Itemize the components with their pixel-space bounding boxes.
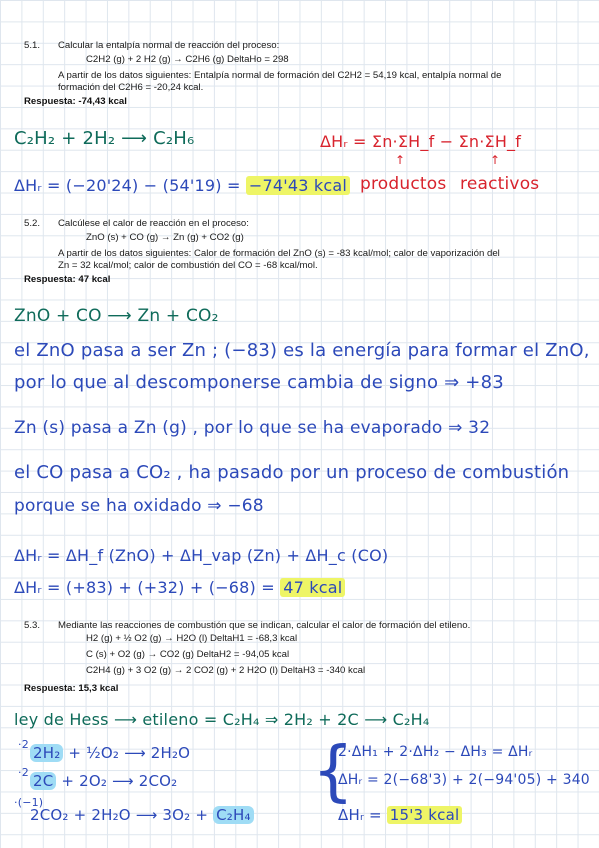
handwritten-reaction: ZnO + CO ⟶ Zn + CO₂ (14, 306, 219, 326)
handwritten-reaction: C₂H₂ + 2H₂ ⟶ C₂H₆ (14, 128, 195, 149)
handwritten-row (30, 806, 254, 824)
combustion-equation: C (s) + O2 (g) → CO2 (g) DeltaH2 = -94,05 kcal (86, 649, 290, 660)
handwritten-calc (14, 176, 350, 195)
multiplier-label: ·(−1) (14, 796, 44, 809)
highlighted-result: 47 kcal (280, 578, 345, 597)
highlighted-term: C₂H₄ (213, 806, 254, 824)
calc-expression: ΔHᵣ = (−20'24) − (54'19) = (14, 176, 241, 195)
reaction-equation: C2H2 (g) + 2 H2 (g) → C2H6 (g) DeltaHo = 298 (86, 54, 289, 65)
arrow-up-icon: ↑ (490, 153, 501, 167)
combustion-equation: C2H4 (g) + 3 O2 (g) → 2 CO2 (g) + 2 H2O (l) DeltaH3 = -340 kcal (86, 665, 366, 676)
given-data-cont: formación del C2H6 = -20,24 kcal. (58, 82, 204, 93)
highlighted-term: 2C (30, 772, 56, 790)
multiplier-label: ·2 (18, 738, 29, 751)
problem-statement: Calcular la entalpía normal de reacción del proceso: (58, 40, 280, 51)
answer-label: Respuesta: 15,3 kcal (24, 683, 119, 694)
highlighted-term: 2H₂ (30, 744, 63, 762)
handwritten-hess: ley de Hess ⟶ etileno = C₂H₄ ⇒ 2H₂ + 2C ⟶ C₂H₄ (14, 710, 430, 729)
problem-number: 5.3. (24, 620, 41, 631)
given-data: A partir de los datos siguientes: Calor de formación del ZnO (s) = -83 kcal/mol; calor de vaporización del (58, 248, 500, 259)
handwritten-line: Zn (s) pasa a Zn (g) , por lo que se ha evaporado ⇒ 32 (14, 418, 491, 438)
handwritten-line: el CO pasa a CO₂ , ha pasado por un proceso de combustión (14, 462, 570, 483)
handwritten-line: el ZnO pasa a ser Zn ; (−83) es la energía para formar el ZnO, (14, 340, 590, 361)
given-data: A partir de los datos siguientes: Entalpía normal de formación del C2H2 = 54,19 kcal, entalpía normal de (58, 70, 502, 81)
highlighted-result: −74'43 kcal (246, 176, 350, 195)
answer-label: Respuesta: -74,43 kcal (24, 96, 127, 107)
problem-number: 5.2. (24, 218, 41, 229)
label-reactants: reactivos (460, 174, 540, 194)
answer-label: Respuesta: 47 kcal (24, 274, 111, 285)
handwritten-row (30, 772, 177, 790)
handwritten-line: por lo que al descomponerse cambia de signo ⇒ +83 (14, 372, 504, 393)
given-data-cont: Zn = 32 kcal/mol; calor de combustión del CO = -68 kcal/mol. (58, 260, 318, 271)
highlighted-result: 15'3 kcal (387, 806, 463, 824)
result-label: ΔHᵣ = (338, 806, 382, 824)
row-start: 2CO₂ + 2H₂O ⟶ 3O₂ + (30, 806, 209, 824)
calc-expression: ΔHᵣ = (+83) + (+32) + (−68) = (14, 578, 275, 597)
problem-statement: Calcúlese el calor de reacción en el proceso: (58, 218, 249, 229)
row-rest: + ½O₂ ⟶ 2H₂O (68, 744, 191, 762)
handwritten-equation: 2·ΔH₁ + 2·ΔH₂ − ΔH₃ = ΔHᵣ (338, 744, 533, 760)
arrow-up-icon: ↑ (395, 153, 406, 167)
multiplier-label: ·2 (18, 766, 29, 779)
handwritten-formula: ΔHᵣ = Σn·ΣH_f − Σn·ΣH_f (320, 132, 522, 151)
problem-number: 5.1. (24, 40, 41, 51)
handwritten-formula: ΔHᵣ = ΔH_f (ZnO) + ΔH_vap (Zn) + ΔH_c (CO) (14, 546, 389, 565)
brace-icon: { (312, 732, 354, 809)
handwritten-row (30, 744, 190, 762)
reaction-equation: ZnO (s) + CO (g) → Zn (g) + CO2 (g) (86, 232, 244, 243)
row-rest: + 2O₂ ⟶ 2CO₂ (61, 772, 178, 790)
handwritten-equation: ΔHᵣ = 2(−68'3) + 2(−94'05) + 340 (338, 772, 590, 788)
label-products: productos (360, 174, 447, 194)
problem-statement: Mediante las reacciones de combustión que se indican, calcular el calor de formación del etileno. (58, 620, 471, 631)
handwritten-result (338, 806, 462, 824)
handwritten-calc (14, 578, 345, 597)
combustion-equation: H2 (g) + ½ O2 (g) → H2O (l) DeltaH1 = -68,3 kcal (86, 633, 298, 644)
handwritten-line: porque se ha oxidado ⇒ −68 (14, 496, 264, 516)
